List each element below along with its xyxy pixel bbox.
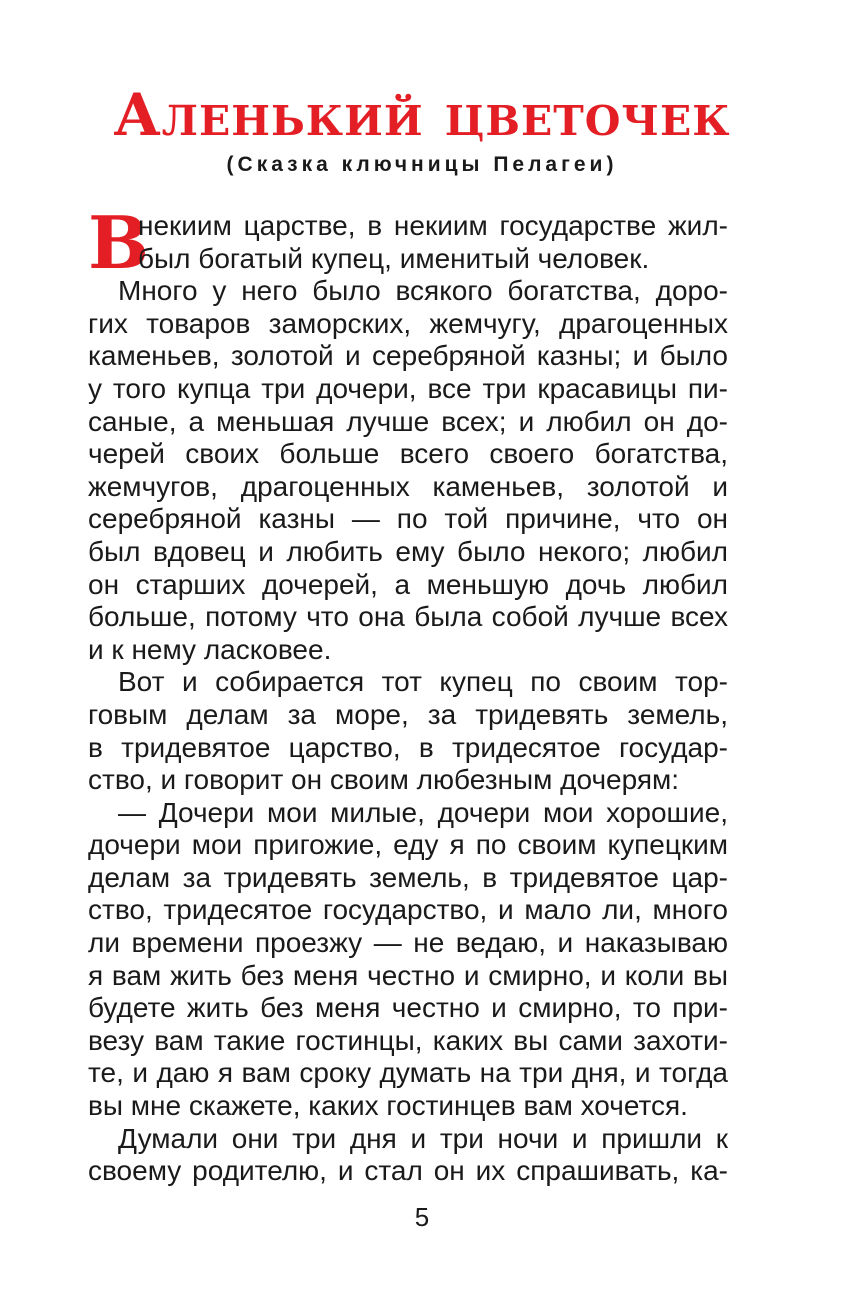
text-line: в тридевятое царство, в тридесятое государ- bbox=[88, 731, 728, 763]
text-line: будете жить без меня честно и смирно, то при- bbox=[88, 992, 728, 1024]
text-line: некиим царстве, в некиим государстве жил- bbox=[138, 210, 728, 241]
text-line: больше, потому что она была собой лучше всех bbox=[88, 601, 728, 633]
text-line: ство, и говорит он своим любезным дочерям: bbox=[88, 764, 680, 796]
text-line: саные, а меньшая лучше всех; и любил он до- bbox=[88, 405, 728, 437]
text-line: делам за тридевять земель, в тридевятое цар- bbox=[88, 861, 728, 893]
text-line: Вот и собирается тот купец по своим тор- bbox=[118, 666, 728, 698]
text-line: серебряной казны — по той причине, что он bbox=[88, 503, 728, 535]
page-number: 5 bbox=[414, 1202, 430, 1232]
text-line: черей своих больше всего своего богатства, bbox=[88, 438, 728, 470]
text-line: Много у него было всякого богатства, доро- bbox=[118, 275, 728, 307]
text-line: ли времени проезжу — не ведаю, и наказываю bbox=[88, 927, 728, 959]
paragraph bbox=[88, 275, 728, 666]
text-line: он старших дочерей, а меньшую дочь любил bbox=[88, 568, 728, 600]
text-line: говым делам за море, за тридевять земель, bbox=[88, 698, 728, 730]
text-line: вы мне скажете, каких гостинцев вам хочется. bbox=[88, 1090, 688, 1122]
text-line: был богатый купец, именитый человек. bbox=[138, 242, 650, 274]
text-line: Думали они три дня и три ночи и пришли к bbox=[118, 1122, 728, 1154]
story-title: Аленький цветочек bbox=[113, 81, 731, 149]
text-line: те, и даю я вам сроку думать на три дня, и тогда bbox=[88, 1057, 728, 1089]
text-line: своему родителю, и стал он их спрашивать, ка- bbox=[88, 1155, 728, 1187]
text-line: ство, тридесятое государство, и мало ли, много bbox=[88, 894, 728, 926]
paragraph bbox=[88, 666, 728, 796]
drop-cap: В bbox=[88, 200, 149, 285]
text-line: у того купца три дочери, все три красавицы пи- bbox=[88, 372, 728, 404]
text-line: каменьев, золотой и серебряной казны; и было bbox=[88, 340, 728, 372]
story-text bbox=[88, 200, 728, 1188]
text-line: гих товаров заморских, жемчугу, драгоценных bbox=[88, 307, 728, 339]
text-line: — Дочери мои милые, дочери мои хорошие, bbox=[118, 796, 728, 828]
paragraph bbox=[88, 797, 728, 1123]
text-line: я вам жить без меня честно и смирно, и коли вы bbox=[88, 959, 728, 991]
text-line: и к нему ласковее. bbox=[88, 633, 332, 665]
text-line: дочери мои пригожие, еду я по своим купецким bbox=[88, 829, 728, 861]
text-line: жемчугов, драгоценных каменьев, золотой и bbox=[88, 470, 728, 502]
story-subtitle: (Сказка ключницы Пелагеи) bbox=[226, 153, 618, 176]
text-line: везу вам такие гостинцы, каких вы сами захоти- bbox=[88, 1024, 728, 1056]
text-line: был вдовец и любить ему было некого; любил bbox=[88, 535, 728, 567]
paragraph bbox=[88, 200, 728, 285]
paragraph bbox=[88, 1123, 728, 1188]
